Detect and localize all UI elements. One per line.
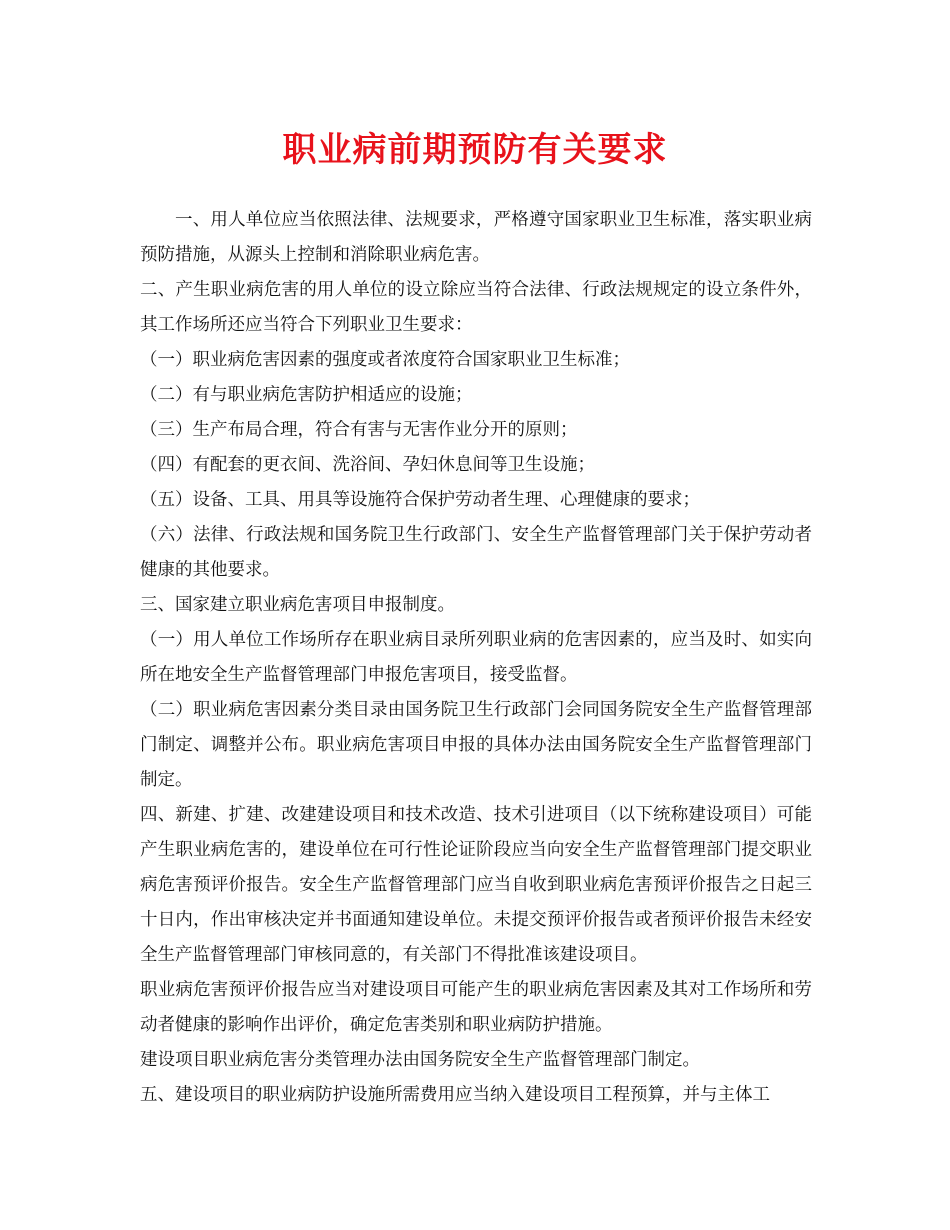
paragraph-7: 五、建设项目的职业病防护设施所需费用应当纳入建设项目工程预算，并与主体工 <box>140 1085 770 1105</box>
list-item-4: （四）有配套的更衣间、洗浴间、孕妇休息间等卫生设施； <box>140 455 595 475</box>
document-body <box>140 203 812 1113</box>
list-item-6: （六）法律、行政法规和国务院卫生行政部门、安全生产监督管理部门关于保护劳动者健康的其他要求。 <box>140 525 812 580</box>
list-item-2: （二）有与职业病危害防护相适应的设施； <box>140 385 473 405</box>
document-title: 职业病前期预防有关要求 <box>282 130 668 170</box>
paragraph-2: 二、产生职业病危害的用人单位的设立除应当符合法律、行政法规规定的设立条件外，其工作场所还应当符合下列职业卫生要求： <box>140 280 812 335</box>
list-item-5: （五）设备、工具、用具等设施符合保护劳动者生理、心理健康的要求； <box>140 490 700 510</box>
sub-item-2: （二）职业病危害因素分类目录由国务院卫生行政部门会同国务院安全生产监督管理部门制定、调整并公布。职业病危害项目申报的具体办法由国务院安全生产监督管理部门制定。 <box>140 700 812 790</box>
paragraph-6: 建设项目职业病危害分类管理办法由国务院安全生产监督管理部门制定。 <box>140 1050 700 1070</box>
list-item-3: （三）生产布局合理，符合有害与无害作业分开的原则； <box>140 420 578 440</box>
list-item-1: （一）职业病危害因素的强度或者浓度符合国家职业卫生标准； <box>140 350 630 370</box>
paragraph-3: 三、国家建立职业病危害项目申报制度。 <box>140 595 455 615</box>
paragraph-1: 一、用人单位应当依照法律、法规要求，严格遵守国家职业卫生标准，落实职业病预防措施，从源头上控制和消除职业病危害。 <box>140 210 812 265</box>
paragraph-4: 四、新建、扩建、改建建设项目和技术改造、技术引进项目（以下统称建设项目）可能产生职业病危害的，建设单位在可行性论证阶段应当向安全生产监督管理部门提交职业病危害预评价报告。安全生产监督管理部门应当自收到职业病危害预评价报告之日起三十日内，作出审核决定并书面通知建设单位。未提交预评价报告或者预评价报告未经安全生产监督管理部门审核同意的，有关部门不得批准该建设项目。 <box>140 805 812 965</box>
sub-item-1: （一）用人单位工作场所存在职业病目录所列职业病的危害因素的，应当及时、如实向所在地安全生产监督管理部门申报危害项目，接受监督。 <box>140 630 812 685</box>
paragraph-5: 职业病危害预评价报告应当对建设项目可能产生的职业病危害因素及其对工作场所和劳动者健康的影响作出评价，确定危害类别和职业病防护措施。 <box>140 980 812 1035</box>
